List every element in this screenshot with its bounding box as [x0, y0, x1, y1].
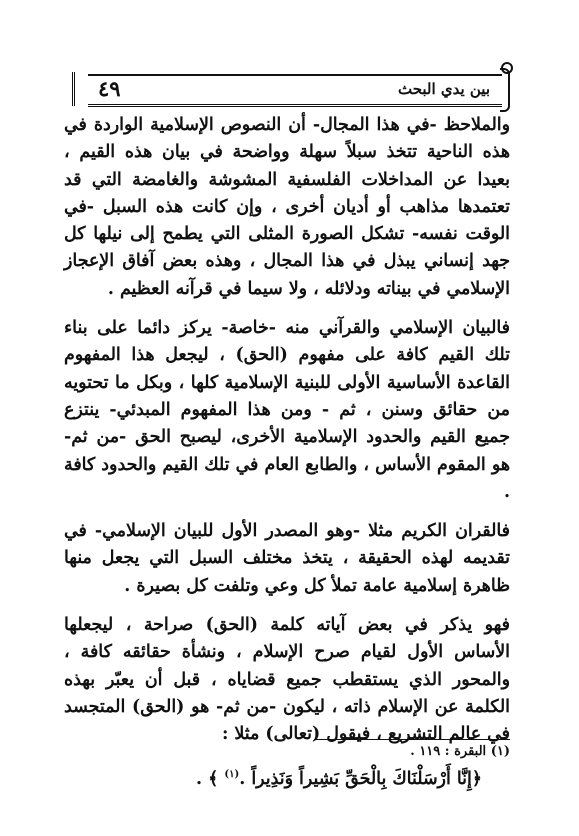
- footnote-reference: (١): [224, 768, 240, 780]
- paragraph-4: فهو يذكر في بعض آياته كلمة (الحق) صراحة ، ليجعلها الأساس الأول لقيام صرح الإسلام ، ونشأة حقائقه كافة ، والمحور الذي يستقطب جميع قضاياه ، قبل أن يعبّر بهذه الكلمة عن الإسلام ذاته ، ليكون -من ثم- هو (الحق) المتجسد في عالم التشريع ، فيقول (تعالى) مثلا :: [64, 615, 510, 745]
- body-text: [64, 112, 510, 793]
- footnote: (١) البقرة : ١١٩ .: [410, 744, 510, 759]
- footnote-separator: [314, 739, 510, 740]
- paragraph-1: والملاحظ -في هذا المجال- أن النصوص الإسلامية الواردة في هذه الناحية تتخذ سبلاً سهلة وواضحة في بيان هذه القيم ، بعيدا عن المداخلات الفلسفية المشوشة والغامضة التي قد تعتمدها مذاهب أو أديان أخرى ، وإن كانت هذه السبل -في الوقت نفسه- تشكل الصورة المثلى التي يطمح إلى نيلها كل جهد إنساني يبذل في هذا المجال ، وهذه بعض آفاق الإعجاز الإسلامي في بيناته ودلائله ، ولا سيما في قرآنه العظيم .: [64, 115, 510, 299]
- paragraph-2: فالبيان الإسلامي والقرآني منه -خاصة- يركز دائما على بناء تلك القيم كافة على مفهوم (الحق) ، ليجعل هذا المفهوم القاعدة الأساسية الأولى للبنية الإسلامية كلها ، وبكل ما تحتويه من حقائق وسنن ، ثم - ومن هذا المفهوم المبدئي- ينتزع جميع القيم والحدود الإسلامية الأخرى، ليصبح الحق -من ثم- هو المقوم الأساس ، والطابع العام في تلك القيم والحدود كافة .: [64, 318, 510, 502]
- header-frame-left-cap: [72, 72, 89, 106]
- verse-close: ﴾ .: [196, 768, 219, 789]
- running-title: بين يدي البحث: [397, 80, 490, 98]
- paragraph-3: فالقران الكريم مثلا -وهو المصدر الأول للبيان الإسلامي- في تقديمه لهذه الحقيقة ، يتخذ مختلف السبل التي يجعل منها ظاهرة إسلامية عامة تملأ كل وعي وتلفت كل بصيرة .: [64, 521, 510, 596]
- running-header: [72, 74, 510, 108]
- page-number: ٤٩: [98, 76, 121, 101]
- quran-verse: [64, 761, 510, 793]
- verse-text: ﴿إِنَّا أَرْسَلْنَاكَ بِالْحَقِّ بَشِيراً وَنَذِيراً .: [239, 768, 482, 789]
